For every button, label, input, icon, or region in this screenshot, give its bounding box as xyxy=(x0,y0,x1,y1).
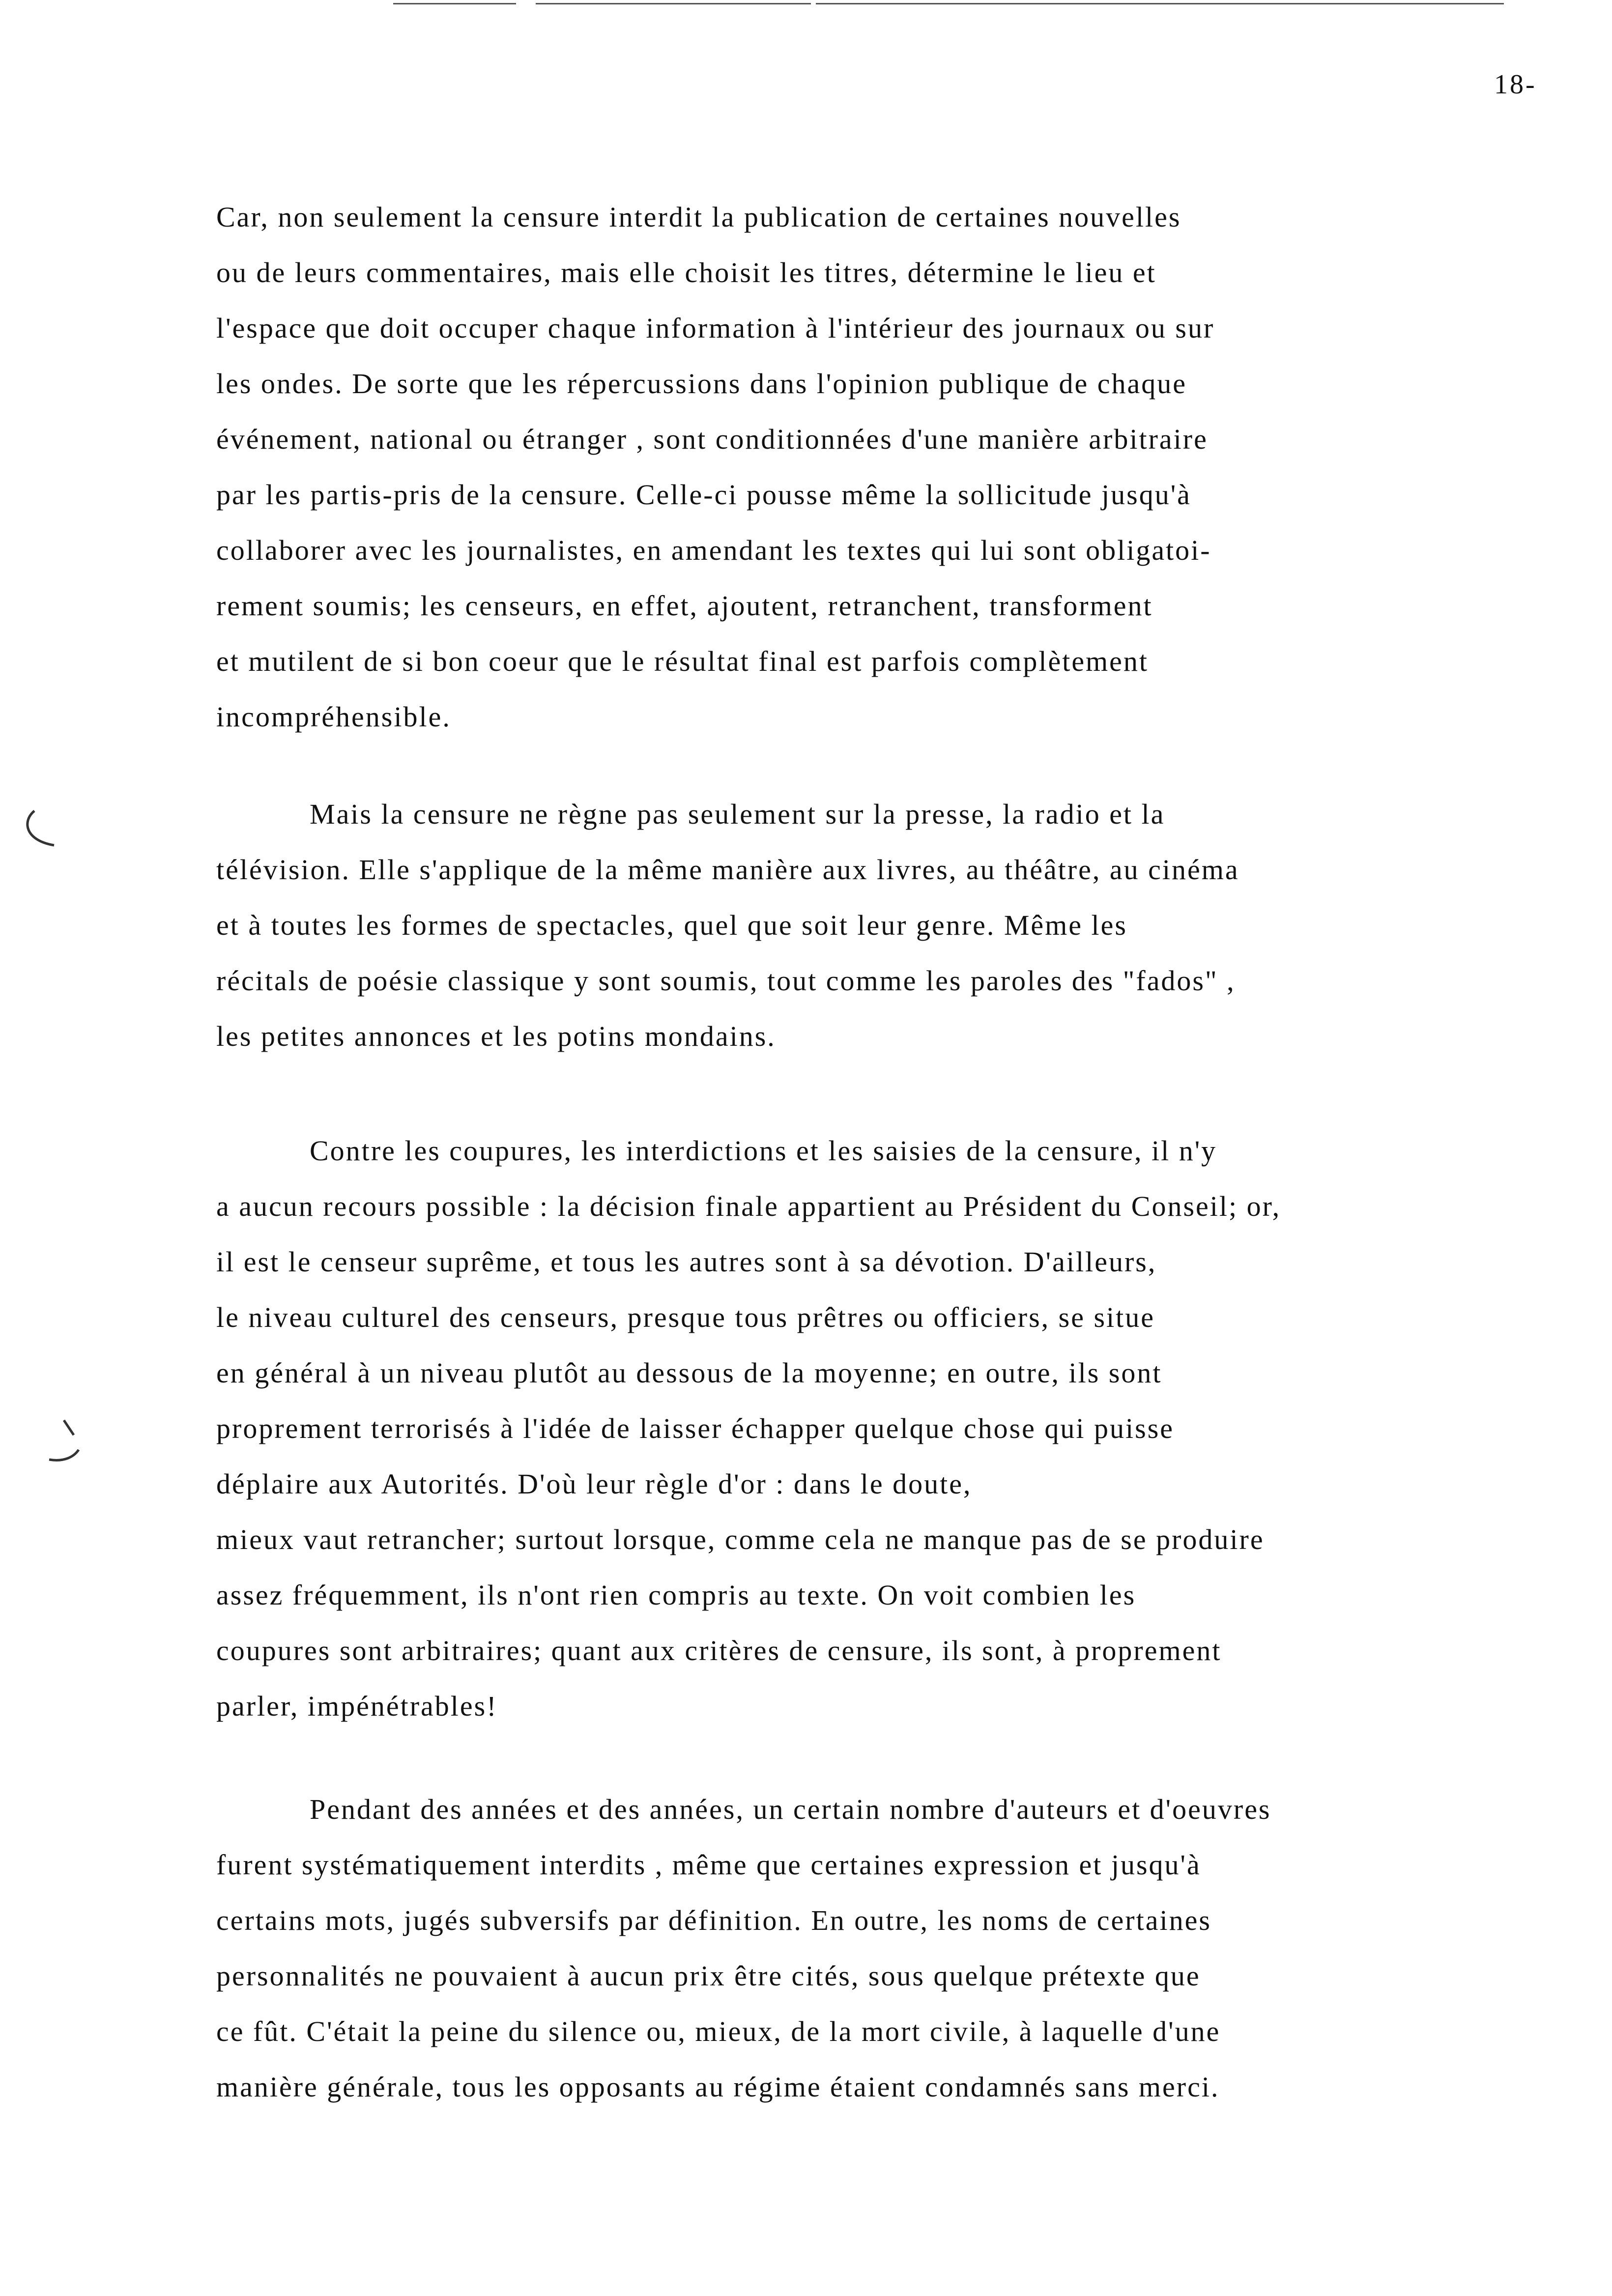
margin-mark-bottom xyxy=(44,1415,88,1469)
text-line: parler, impénétrables! xyxy=(216,1690,498,1722)
paragraph-3 xyxy=(216,1123,1612,1734)
text-line: assez fréquemment, ils n'ont rien compris au texte. On voit combien les xyxy=(216,1579,1136,1611)
text-line: coupures sont arbitraires; quant aux critères de censure, ils sont, à proprement xyxy=(216,1635,1222,1666)
text-line: Contre les coupures, les interdictions et les saisies de la censure, il n'y xyxy=(310,1135,1217,1167)
text-line: incompréhensible. xyxy=(216,701,451,733)
text-line: événement, national ou étranger , sont conditionnées d'une manière arbitraire xyxy=(216,423,1208,455)
top-rule-right xyxy=(816,3,1504,4)
page-number: 18- xyxy=(1494,69,1537,100)
text-line: certains mots, jugés subversifs par définition. En outre, les noms de certaines xyxy=(216,1904,1211,1936)
top-rule-middle xyxy=(536,3,811,4)
text-line: récitals de poésie classique y sont soumis, tout comme les paroles des "fados" , xyxy=(216,965,1236,997)
text-line: l'espace que doit occuper chaque information à l'intérieur des journaux ou sur xyxy=(216,312,1215,344)
margin-mark-top xyxy=(20,806,64,860)
text-line: a aucun recours possible : la décision finale appartient au Président du Conseil; or, xyxy=(216,1190,1281,1222)
text-line: mieux vaut retrancher; surtout lorsque, comme cela ne manque pas de se produire xyxy=(216,1523,1265,1555)
text-line: par les partis-pris de la censure. Celle-ci pousse même la sollicitude jusqu'à xyxy=(216,479,1191,511)
text-line: et à toutes les formes de spectacles, quel que soit leur genre. Même les xyxy=(216,909,1127,941)
text-line: ce fût. C'était la peine du silence ou, mieux, de la mort civile, à laquelle d'une xyxy=(216,2015,1221,2047)
paragraph-4 xyxy=(216,1781,1612,2115)
paragraph-2 xyxy=(216,786,1612,1064)
text-line: rement soumis; les censeurs, en effet, ajoutent, retranchent, transforment xyxy=(216,590,1153,622)
text-line: Car, non seulement la censure interdit la publication de certaines nouvelles xyxy=(216,201,1181,233)
text-line: Pendant des années et des années, un certain nombre d'auteurs et d'oeuvres xyxy=(310,1793,1271,1825)
text-line: manière générale, tous les opposants au régime étaient condamnés sans merci. xyxy=(216,2071,1220,2103)
top-rule-left xyxy=(393,3,516,4)
text-line: les ondes. De sorte que les répercussions dans l'opinion publique de chaque xyxy=(216,368,1187,400)
text-line: télévision. Elle s'applique de la même manière aux livres, au théâtre, au cinéma xyxy=(216,854,1239,886)
text-line: et mutilent de si bon coeur que le résultat final est parfois complètement xyxy=(216,645,1149,677)
text-line: déplaire aux Autorités. D'où leur règle d'or : dans le doute, xyxy=(216,1468,972,1500)
text-line: collaborer avec les journalistes, en amendant les textes qui lui sont obligatoi- xyxy=(216,534,1211,566)
text-line: ou de leurs commentaires, mais elle choisit les titres, détermine le lieu et xyxy=(216,257,1156,288)
text-line: en général à un niveau plutôt au dessous de la moyenne; en outre, ils sont xyxy=(216,1357,1162,1389)
text-line: il est le censeur suprême, et tous les autres sont à sa dévotion. D'ailleurs, xyxy=(216,1246,1157,1278)
text-line: les petites annonces et les potins mondains. xyxy=(216,1020,776,1052)
text-line: personnalités ne pouvaient à aucun prix être cités, sous quelque prétexte que xyxy=(216,1960,1201,1992)
text-line: furent systématiquement interdits , même que certaines expression et jusqu'à xyxy=(216,1849,1201,1881)
paragraph-1 xyxy=(216,189,1612,745)
text-line: Mais la censure ne règne pas seulement sur la presse, la radio et la xyxy=(310,798,1165,830)
text-line: proprement terrorisés à l'idée de laisser échapper quelque chose qui puisse xyxy=(216,1412,1175,1444)
text-line: le niveau culturel des censeurs, presque tous prêtres ou officiers, se situe xyxy=(216,1301,1155,1333)
